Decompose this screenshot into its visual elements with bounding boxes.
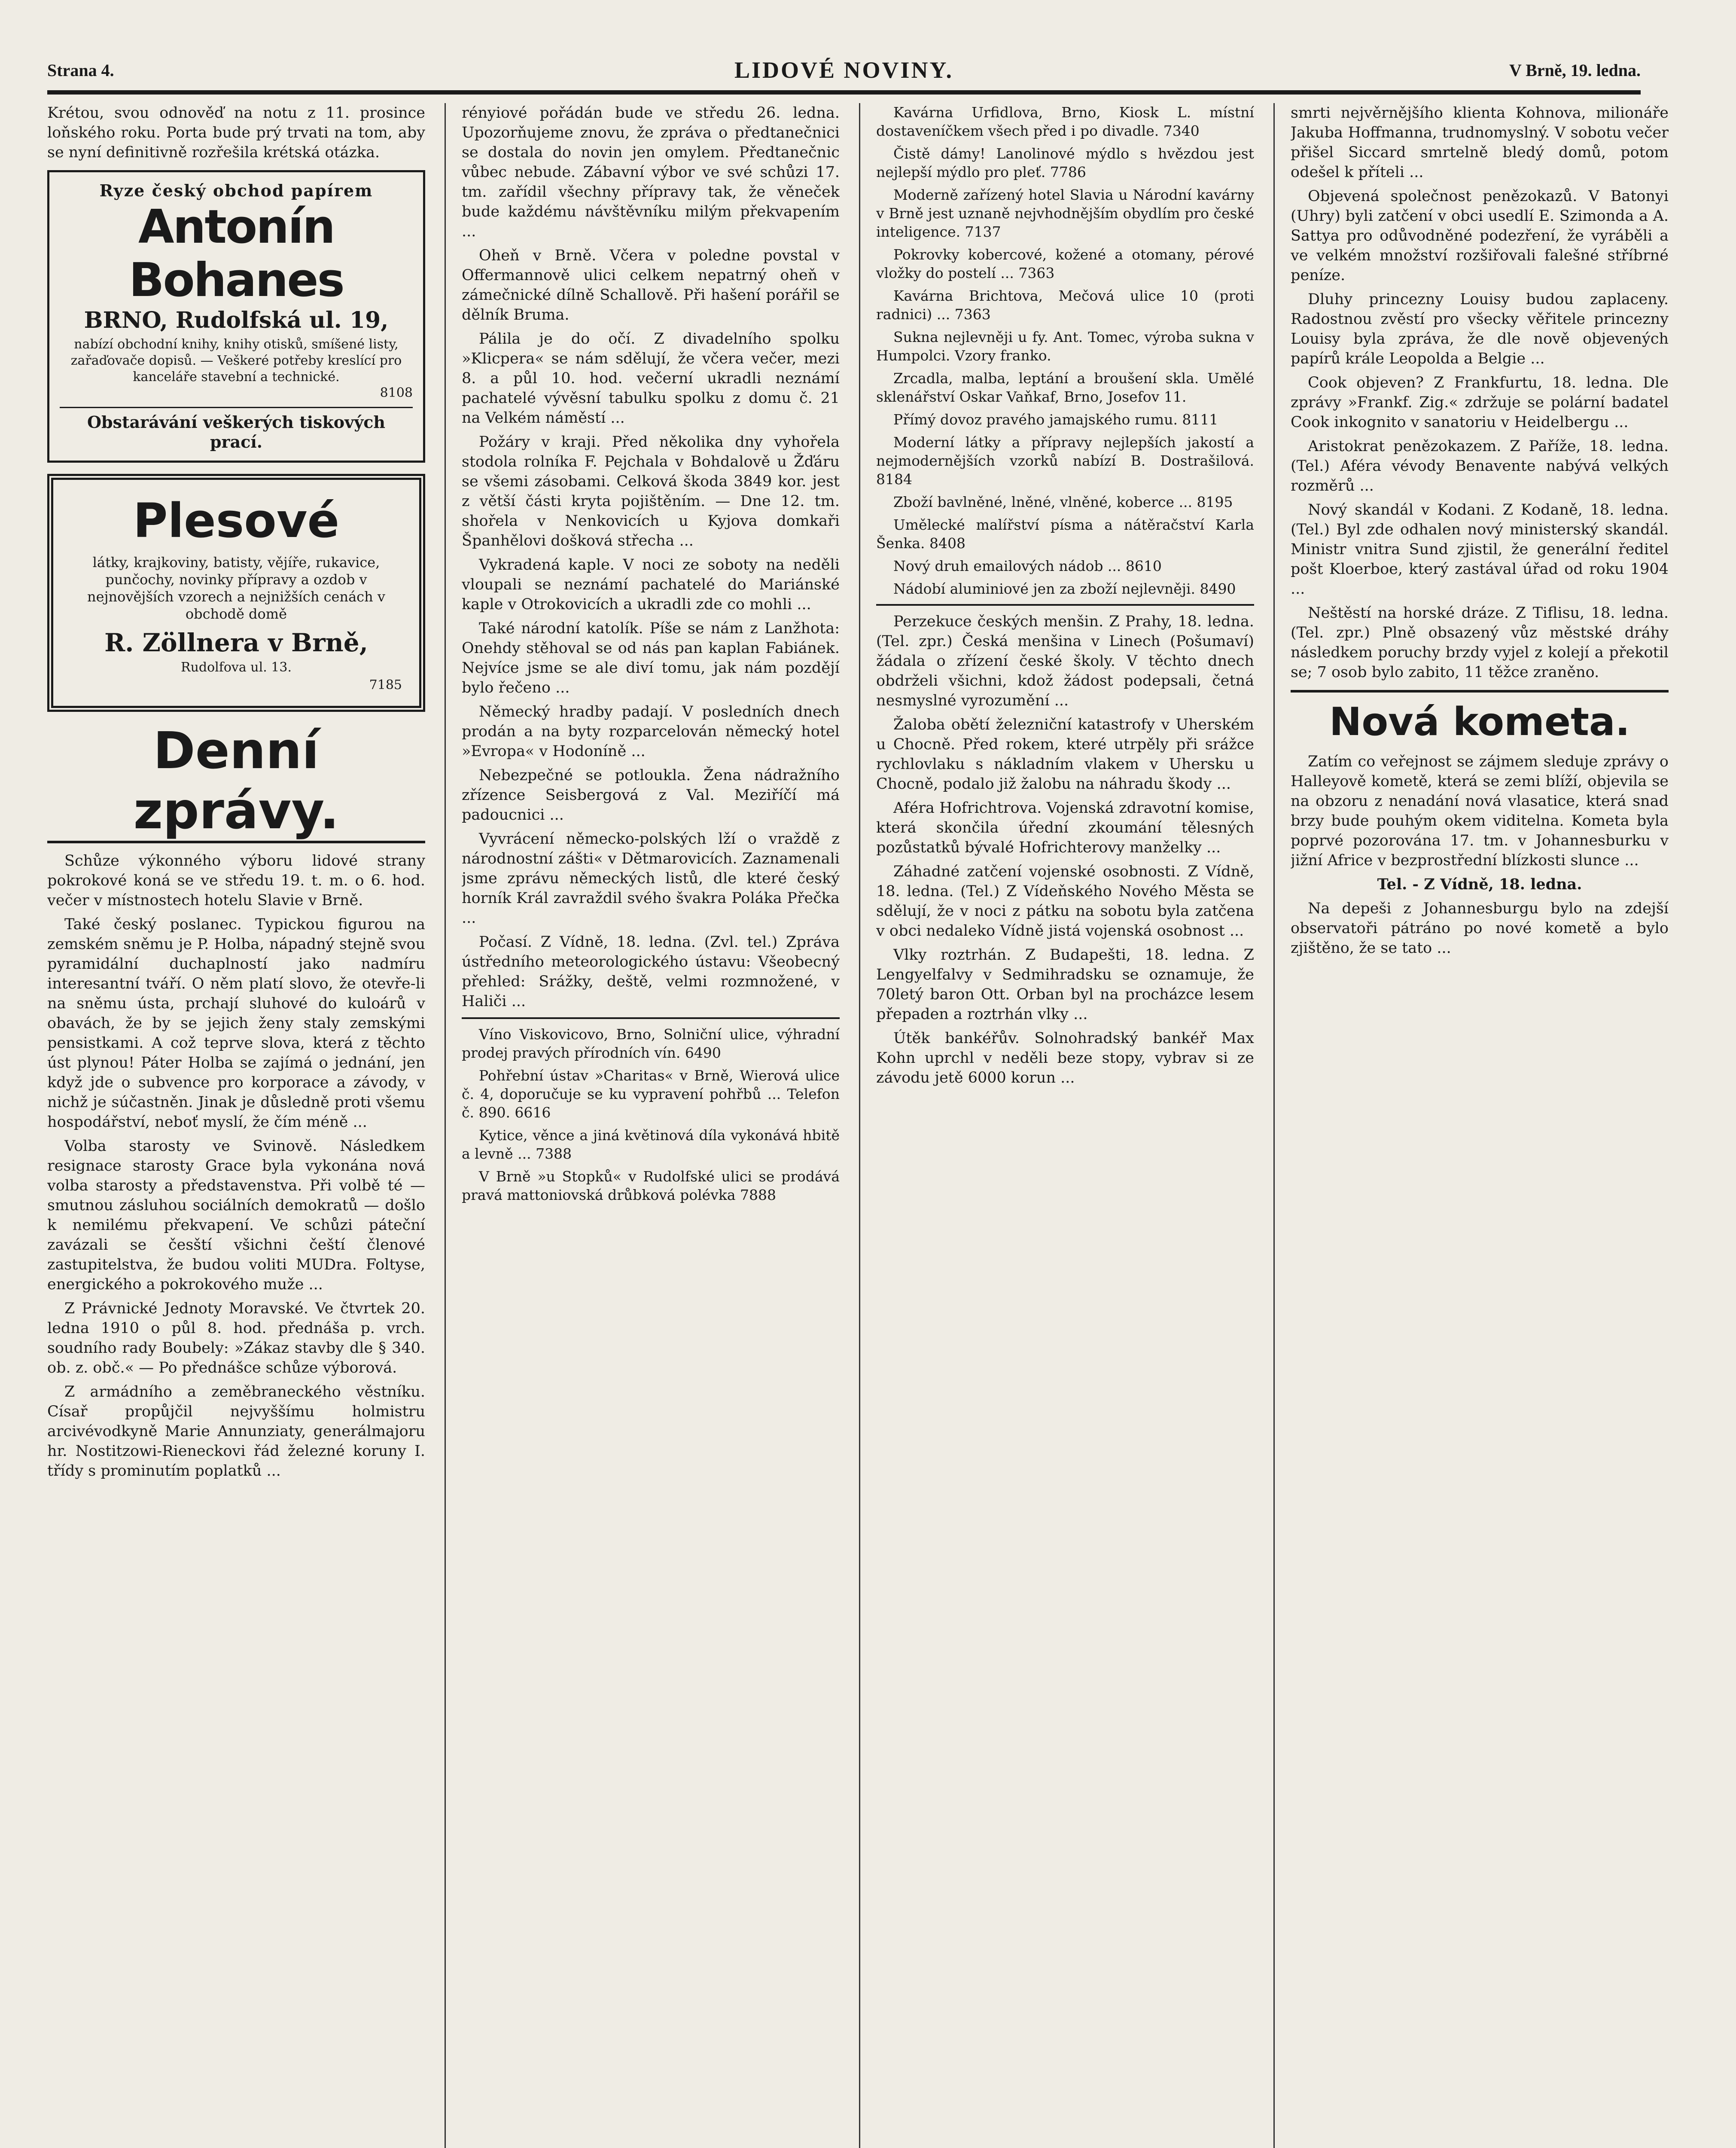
article: Neštěstí na horské dráze. Z Tiflisu, 18. ledna. (Tel. zpr.) Plně obsazený vůz městské dráhy následkem poruchy brzdy vyjel z kolejí a překotil se; 7 osob bylo zabito, 11 těžce zraněno. — [1291, 604, 1669, 681]
column-4 — [1291, 103, 1669, 2148]
newspaper-title: LIDOVÉ NOVINY. — [734, 57, 954, 83]
article: Požáry v kraji. Před několika dny vyhořela stodola rolníka F. Pejchala v Bohdalově u Žďáru se všemi zásobami. Celková škoda 3849 kor. jest z větší části kryta pojištěním. — Dne 12. tm. shořela v Nenkovicích u Kyjova domkaři Španhělovi došková střecha ... — [462, 433, 840, 549]
classified-ad: Zrcadla, malba, leptání a broušení skla. Umělé sklenářství Oskar Vaňkaf, Brno, Josefov 11. — [876, 370, 1254, 405]
article: Útěk bankéřův. Solnohradský bankéř Max Kohn uprchl v neděli beze stopy, vybrav si ze závodu jetě 6000 korun ... — [876, 1030, 1254, 1086]
article: Pálila je do očí. Z divadelního spolku »Klicpera« se nám sdělují, že včera večer, mezi 8. a půl 10. hod. večerní ukradli neznámí pachatelé vývěsní tabulku spolku z domu č. 21 na Velkém náměstí ... — [462, 330, 840, 427]
article: Vyvrácení německo-polských lží o vraždě z národnostní zášti« v Dětmarovicích. Zaznamenali jsme zprávu německých listů, dle které český horník Král zavraždil svého švakra Poláka Přečka ... — [462, 830, 840, 927]
column-rule — [445, 103, 446, 2148]
ad-headline: Ryze český obchod papírem — [99, 181, 373, 200]
divider — [876, 604, 1254, 606]
ad-footer: Obstarávání veškerých tiskových prací. — [60, 407, 413, 452]
classified-ad: Sukna nejlevněji u fy. Ant. Tomec, výroba sukna v Humpolci. Vzory franko. — [876, 329, 1254, 364]
article: Zatím co veřejnost se zájmem sleduje zprávy o Halleyově kometě, která se zemi blíží, objevila se na obzoru z nenadání nová vlasatice, která snad brzy bude pouhým okem viditelna. Kometa byla poprvé pozorována 17. tm. v Johannesburku v jižní Africe v bezprostřední blízkosti slunce ... — [1291, 753, 1669, 869]
classified-ad: Nádobí aluminiové jen za zboží nejlevněji. 8490 — [893, 580, 1236, 597]
article: Počasí. Z Vídně, 18. ledna. (Zvl. tel.) Zpráva ústředního meteorologického ústavu: Všeobecný přehled: Srážky, deště, velmi rozmnožené, v Haliči ... — [462, 934, 840, 1010]
article: Záhadné zatčení vojenské osobnosti. Z Vídně, 18. ledna. (Tel.) Z Vídeňského Nového Města se sdělují, že v noci z pátku na sobotu byla zatčena v obci nedaleko Vídně jistá vojenská osobnost ... — [876, 863, 1254, 940]
article: Oheň v Brně. Včera v poledne povstal v Offermannově ulici celkem nepatrný oheň v zámečnické dílně Schallově. Při hašení porářil se dělník Bruma. — [462, 247, 840, 323]
dateline: V Brně, 19. ledna. — [1509, 61, 1641, 80]
article: Vlky roztrhán. Z Budapešti, 18. ledna. Z Lengyelfalvy v Sedmihradsku se oznamuje, že 70letý baron Ott. Orban byl na procházce lesem přepaden a roztrhán vlky ... — [876, 946, 1254, 1023]
classified-ad: Čistě dámy! Lanolinové mýdlo s hvězdou jest nejlepší mýdlo pro pleť. 7786 — [876, 145, 1254, 180]
classified-ad: Kavárna Brichtova, Mečová ulice 10 (proti radnici) ... 7363 — [876, 287, 1254, 323]
classified-ad: Nový druh emailových nádob ... 8610 — [893, 558, 1162, 574]
intro-paragraph: Krétou, svou odnověď na notu z 11. prosince loňského roku. Porta bude prý trvati na tom, aby se nyní definitivně rozřešila krétská otázka. — [47, 104, 425, 161]
article-title-kometa: Nová kometa. — [1291, 690, 1669, 746]
article: Nový skandál v Kodani. Z Kodaně, 18. ledna. (Tel.) Byl zde odhalen nový ministerský skandál. Ministr vnitra Sund zjistil, že generální ředitel pošt Kloerboe, který zastával úřad od roku 1904 ... — [1291, 501, 1669, 598]
divider — [462, 1017, 840, 1019]
ad-firm: R. Zöllnera v Brně, — [104, 628, 368, 657]
article: Také národní katolík. Píše se nám z Lanžhota: Onehdy stěhoval se od nás pan kaplan Fabiánek. Nejvíce jsme se ale diví tomu, jak nám pozdějí bylo řečeno ... — [462, 620, 840, 696]
ad-title: Plesové — [133, 493, 340, 548]
classified-ad: Moderní látky a přípravy nejlepších jakostí a nejmodernějších vzorků nabízí B. Dostrašilová. 8184 — [876, 434, 1254, 488]
ad-code: 8108 — [380, 385, 413, 400]
article: Z Právnické Jednoty Moravské. Ve čtvrtek 20. ledna 1910 o půl 8. hod. přednáša p. vrch. soudního rady Boubely: »Zákaz stavby dle § 340. ob. z. obč.« — Po přednášce schůze výborová. — [47, 1300, 425, 1376]
ad-description: nabízí obchodní knihy, knihy otisků, smíšené listy, zařaďovače dopisů. — Veškeré potřeby kreslící pro kanceláře stavební a technické. — [70, 337, 402, 384]
article: Perzekuce českých menšin. Z Prahy, 18. ledna. (Tel. zpr.) Česká menšina v Linech (Pošumaví) žádala o zřízení české školy. V těchto dnech obdrželi všichni, kdož žádost podepsali, četná nesmyslné vyrozumění ... — [876, 613, 1254, 709]
article: Z armádního a zeměbraneckého věstníku. Císař propůjčil nejvyššímu holmistru arcivévodkyně Marie Annunziaty, generálmajoru hr. Nostitzowi-Rieneckovi řád železné koruny I. třídy s prominutím poplatků ... — [47, 1383, 425, 1480]
article: Volba starosty ve Svinově. Následkem resignace starosty Grace byla vykonána nová volba starosty a představenstva. Při volbě té — smutnou zásluhou sociálních demokratů — došlo k nemilému překvapení. Ve schůzi páteční zavázali se česští všichni čeští členové zastupitelstva, že budou voliti MUDra. Foltyse, energického a pokrokového muže ... — [47, 1138, 425, 1293]
article: Německý hradby padají. V posledních dnech prodán a na byty rozparcelován německý hotel »Evropa« v Hodoníně ... — [462, 703, 840, 760]
classified-ad: Kytice, věnce a jiná květinová díla vykonává hbitě a levně ... 7388 — [462, 1127, 840, 1162]
ad-address: BRNO, Rudolfská ul. 19, — [84, 307, 389, 333]
article: Objevená společnost penězokazů. V Batonyi (Uhry) byli zatčení v obci usedlí E. Szimonda a A. Sattya pro odůvodněné podezření, že vyráběli a ve velkém množství rozšiřovali falešné stříbrné peníze. — [1291, 188, 1669, 284]
ad-code: 7185 — [369, 677, 402, 693]
classified-ad: Víno Viskovicovo, Brno, Solniční ulice, výhradní prodej pravých přírodních vín. 6490 — [462, 1026, 840, 1061]
page-number: Strana 4. — [47, 61, 114, 80]
article: Aféra Hofrichtrova. Vojenská zdravotní komise, která skončila úřední zkoumání tělesných pozůstatků bývalé Hofrichterovy manželky ... — [876, 799, 1254, 856]
article: Žaloba obětí železniční katastrofy v Uherském u Chocně. Před rokem, které utrpěly při srážce rychlovlaku s nákladním vlakem v Uhersku u Chocně, podalo již žalobu na náhradu škody ... — [876, 716, 1254, 793]
classified-ad: Přímý dovoz pravého jamajského rumu. 8111 — [893, 411, 1218, 428]
ad-company-name: Antonín Bohanes — [129, 200, 344, 307]
article: Také český poslanec. Typickou figurou na zemském sněmu je P. Holba, nápadný stejně svou pyramidální duchaplností jako nadmíru interesantní tváří. O něm platí slovo, že otevře-li na sněmu ústa, prchají sluhové do kuloárů v obavách, že by se jejich ženy staly zemskými pensistkami. A což teprve slova, která z těchto úst plynou! Páter Holba se zajímá o jednání, jen když jde o subvence pro korporace a závody, v nichž je súčastněn. Jinak je důsledně proti všemu hospodářství, neboť myslí, že čím méně ... — [47, 916, 425, 1131]
article: Na depeši z Johannesburgu bylo na zdejší observatoři pátráno po nové kometě a bylo zjištěno, že se tato ... — [1291, 900, 1669, 957]
column-1 — [47, 103, 425, 2148]
ad-address: Rudolfova ul. 13. — [180, 660, 292, 675]
ad-zollner — [47, 474, 425, 712]
column-rule — [1273, 103, 1275, 2148]
ad-bohanes — [47, 170, 425, 463]
classified-ad: Umělecké malířství písma a nátěračství Karla Šenka. 8408 — [876, 516, 1254, 552]
article: smrti nejvěrnějšího klienta Kohnova, milionáře Jakuba Hoffmanna, trudnomyslný. V sobotu večer přišel Siccard smrtelně bledý domů, potom odešel k příteli ... — [1291, 104, 1669, 181]
ad-description: látky, krajkoviny, batisty, vějíře, rukavice, punčochy, novinky přípravy a ozdob v nejnovějších vzorech a nejnižších cenách v obchodě domě — [87, 554, 385, 622]
classified-ad: Kavárna Urfidlova, Brno, Kiosk L. místní dostaveníčkem všech před i po divadle. 7340 — [876, 104, 1254, 139]
classified-ad: Moderně zařízený hotel Slavia u Národní kavárny v Brně jest uznaně nejvhodnějším obydlím pro české inteligence. 7137 — [876, 186, 1254, 240]
classified-ad: Pohřební ústav »Charitas« v Brně, Wierová ulice č. 4, doporučuje se ku vypravení pohřbů ... Telefon č. 890. 6616 — [462, 1067, 840, 1121]
classified-ad: Zboží bavlněné, lněné, vlněné, koberce ... 8195 — [893, 494, 1233, 510]
column-rule — [859, 103, 860, 2148]
article: Dluhy princezny Louisy budou zaplaceny. Radostnou zvěstí pro všecky věřitele princezny Louisy byla zpráva, že dle nově objevených papírů krále Leopolda a Belgie ... — [1291, 291, 1669, 367]
section-title: Denní zprávy. — [47, 720, 425, 843]
masthead — [47, 57, 1641, 95]
column-2 — [462, 103, 840, 2148]
column-3 — [876, 103, 1254, 2148]
article: rényiové pořádán bude ve středu 26. ledna. Upozorňujeme znovu, že zpráva o předtanečnici se dostala do novin jen omylem. Předtanečnic vůbec nebude. Zábavní výbor ve své schůzi 17. tm. zařídil všechny přípravy tak, že věneček bude každému návštěvníku milým překvapením ... — [462, 104, 840, 240]
article: Schůze výkonného výboru lidové strany pokrokové koná se ve středu 19. t. m. o 6. hod. večer v místnostech hotelu Slavie v Brně. — [47, 852, 425, 909]
article: Nebezpečné se potloukla. Žena nádražního zřízence Seisbergová z Val. Meziříčí má padoucnici ... — [462, 767, 840, 824]
article: Vykradená kaple. V noci ze soboty na neděli vloupali se neznámí pachatelé do Mariánské kaple v Otrokovicích a ukradli zde co mohli ... — [462, 556, 840, 613]
telegram-dateline: Tel. - Z Vídně, 18. ledna. — [1377, 876, 1582, 893]
classified-ad: Pokrovky kobercové, kožené a otomany, pérové vložky do postelí ... 7363 — [876, 246, 1254, 281]
classified-ad: V Brně »u Stopků« v Rudolfské ulici se prodává pravá mattoniovská drůbková polévka 7888 — [462, 1168, 840, 1203]
article: Cook objeven? Z Frankfurtu, 18. ledna. Dle zprávy »Frankf. Zig.« zdržuje se polární badatel Cook inkognito v sanatoriu v Heidelbergu ... — [1291, 374, 1669, 431]
article: Aristokrat penězokazem. Z Paříže, 18. ledna. (Tel.) Aféra vévody Benavente nabývá velkých rozměrů ... — [1291, 438, 1669, 494]
